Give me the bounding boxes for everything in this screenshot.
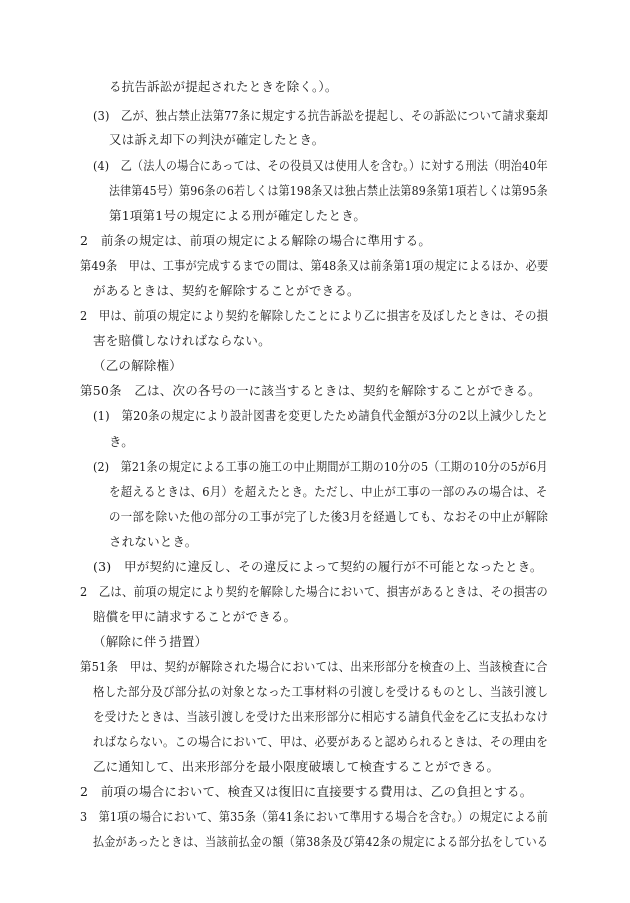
section-caption: （解除に伴う措置） <box>93 634 208 649</box>
text-line: 乙に通知して、出来形部分を最小限度破壊して検査することができる。 <box>93 759 500 774</box>
text-line: (4) 乙（法人の場合にあっては、その役員又は使用人を含む。）に対する刑法（明治40年 <box>93 158 548 173</box>
text-line: 害を賠償しなければならない。 <box>93 333 271 348</box>
text-line: る抗告訴訟が提起されたときを除く。）。 <box>109 79 338 94</box>
article-heading-50: 第50条 乙は、次の各号の一に該当するときは、契約を解除することができる。 <box>80 383 541 398</box>
text-line: を超えるときは、6月）を超えたとき。ただし、中止が工事の一部のみの場合は、そ <box>109 484 548 499</box>
article-heading-49: 第49条 甲は、工事が完成するまでの間は、第48条又は前条第1項の規定によるほか、必要 <box>80 258 549 273</box>
text-line: き。 <box>109 434 134 449</box>
text-line: 賠償を甲に請求することができる。 <box>93 609 297 624</box>
text-line: (3) 甲が契約に違反し、その違反によって契約の履行が不可能となったとき。 <box>93 559 543 574</box>
text-line: 2 甲は、前項の規定により契約を解除したことにより乙に損害を及ぼしたときは、その損 <box>80 308 549 323</box>
text-line: 格した部分及び部分払の対象となった工事材料の引渡しを受けるものとし、当該引渡し <box>93 684 549 699</box>
text-line: (1) 第20条の規定により設計図書を変更したため請負代金額が3分の2以上減少したと <box>93 408 549 423</box>
text-line: 3 第1項の場合において、第35条（第41条において準用する場合を含む。）の規定による前 <box>80 809 549 824</box>
text-line: の一部を除いた他の部分の工事が完了した後3月を経過しても、なおその中止が解除 <box>109 509 549 524</box>
text-line: 2 前条の規定は、前項の規定による解除の場合に準用する。 <box>80 233 432 248</box>
text-line: されないとき。 <box>109 534 198 549</box>
text-line: 2 前項の場合において、検査又は復旧に直接要する費用は、乙の負担とする。 <box>80 784 533 799</box>
text-line: 2 乙は、前項の規定により契約を解除した場合において、損害があるときは、その損害の <box>80 584 548 599</box>
text-line: (3) 乙が、独占禁止法第77条に規定する抗告訴訟を提起し、その訴訟について請求棄却 <box>93 108 549 123</box>
text-line: 又は訴え却下の判決が確定したとき。 <box>109 132 325 147</box>
text-line: を受けたときは、当該引渡しを受けた出来形部分に相応する請負代金を乙に支払わなけ <box>93 709 549 724</box>
text-line: があるときは、契約を解除することができる。 <box>93 283 360 298</box>
text-line: (2) 第21条の規定による工事の施工の中止期間が工期の10分の5（工期の10分の5が6月 <box>93 459 548 474</box>
section-caption: （乙の解除権） <box>93 358 182 373</box>
text-line: 法律第45号）第96条の6若しくは第198条又は独占禁止法第89条第1項若しくは第95条 <box>109 183 548 198</box>
text-line: ればならない。この場合において、甲は、必要があると認められるときは、その理由を <box>93 734 549 749</box>
text-line: 第1項第1号の規定による刑が確定したとき。 <box>109 208 367 223</box>
article-heading-51: 第51条 甲は、契約が解除された場合においては、出来形部分を検査の上、当該検査に合 <box>80 659 548 674</box>
text-line: 払金があったときは、当該前払金の額（第38条及び第42条の規定による部分払をしている <box>93 834 549 849</box>
